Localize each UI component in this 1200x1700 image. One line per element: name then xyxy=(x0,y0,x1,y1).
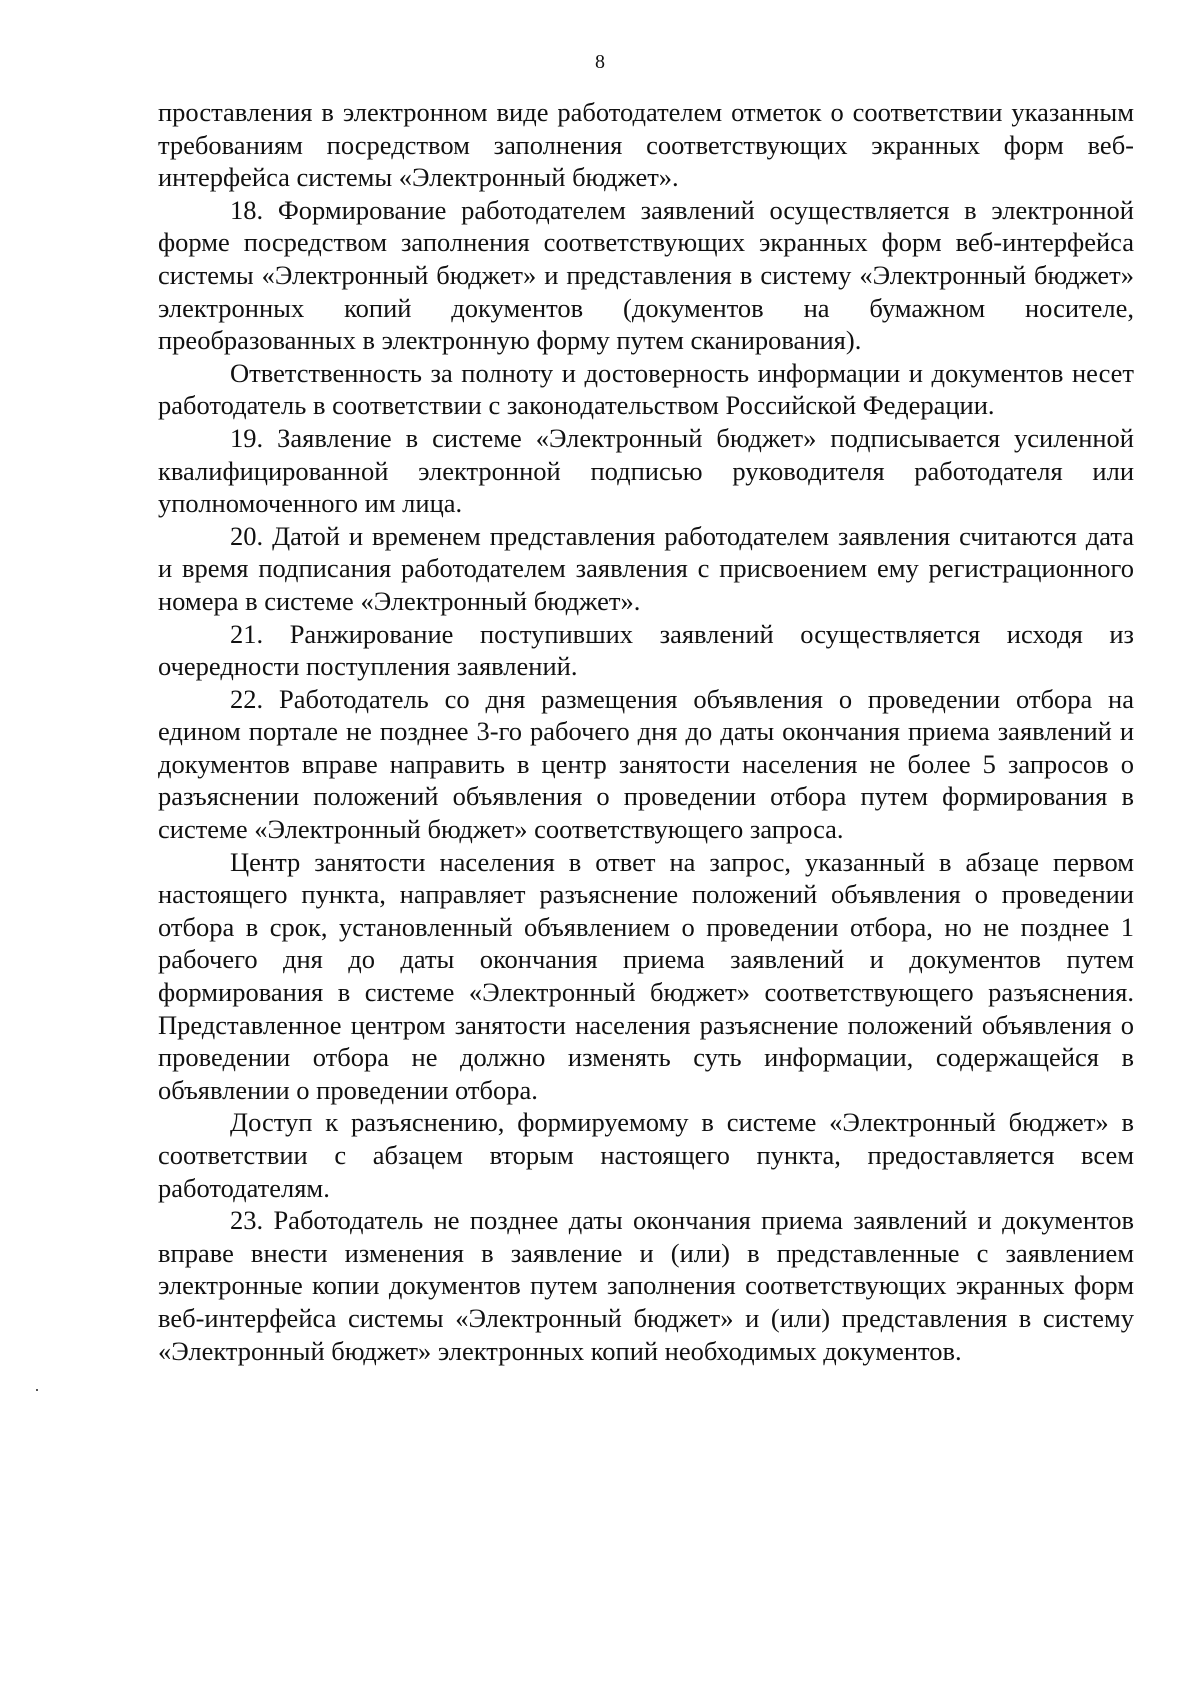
paragraph-item-21: 21. Ранжирование поступивших заявлений осуществляется исходя из очередности поступления заявлений. xyxy=(158,618,1134,682)
paragraph-item-19: 19. Заявление в системе «Электронный бюджет» подписывается усиленной квалифицированной электронной подписью руководителя работодателя или уполномоченного им лица. xyxy=(158,422,1134,519)
paragraph-employment-center-reply: Центр занятости населения в ответ на запрос, указанный в абзаце первом настоящего пункта, направляет разъяснение положений объявления о проведении отбора в срок, установленный объявлением о проведении отбора, но не позднее 1 рабочего дня до даты окончания приема заявлений и документов путем формирования в системе «Электронный бюджет» соответствующего разъяснения. Представленное центром занятости населения разъяснение положений объявления о проведении отбора не должно изменять суть информации, содержащейся в объявлении о проведении отбора. xyxy=(158,846,1134,1105)
paragraph-item-23: 23. Работодатель не позднее даты окончания приема заявлений и документов вправе внести изменения в заявление и (или) в представленные с заявлением электронные копии документов путем заполнения соответствующих экранных форм веб-интерфейса системы «Электронный бюджет» и (или) представления в систему «Электронный бюджет» электронных копий необходимых документов. xyxy=(158,1205,1134,1366)
scan-speck xyxy=(36,1389,38,1391)
paragraph-item-20: 20. Датой и временем представления работодателем заявления считаются дата и время подписания работодателем заявления с присвоением ему регистрационного номера в системе «Электронный бюджет». xyxy=(158,520,1134,616)
paragraph-item-18: 18. Формирование работодателем заявлений осуществляется в электронной форме посредством заполнения соответствующих экранных форм веб-интерфейса системы «Электронный бюджет» и представления в систему «Электронный бюджет» электронных копий документов (документов на бумажном носителе, преобразованных в электронную форму путем сканирования). xyxy=(158,194,1134,356)
paragraph-continuation: проставления в электронном виде работодателем отметок о соответствии указанным требованиям посредством заполнения соответствующих экранных форм веб-интерфейса системы «Электронный бюджет». xyxy=(158,97,1134,193)
document-body xyxy=(158,96,1134,1367)
paragraph-access-to-clarification: Доступ к разъяснению, формируемому в системе «Электронный бюджет» в соответствии с абзацем вторым настоящего пункта, предоставляется всем работодателям. xyxy=(158,1107,1134,1203)
page-number: 8 xyxy=(595,51,605,73)
paragraph-responsibility: Ответственность за полноту и достоверность информации и документов несет работодатель в соответствии с законодательством Российской Федерации. xyxy=(158,357,1134,421)
paragraph-item-22: 22. Работодатель со дня размещения объявления о проведении отбора на едином портале не позднее 3-го рабочего дня до даты окончания приема заявлений и документов вправе направить в центр занятости населения не более 5 запросов о разъяснении положений объявления о проведении отбора путем формирования в системе «Электронный бюджет» соответствующего запроса. xyxy=(158,683,1134,845)
